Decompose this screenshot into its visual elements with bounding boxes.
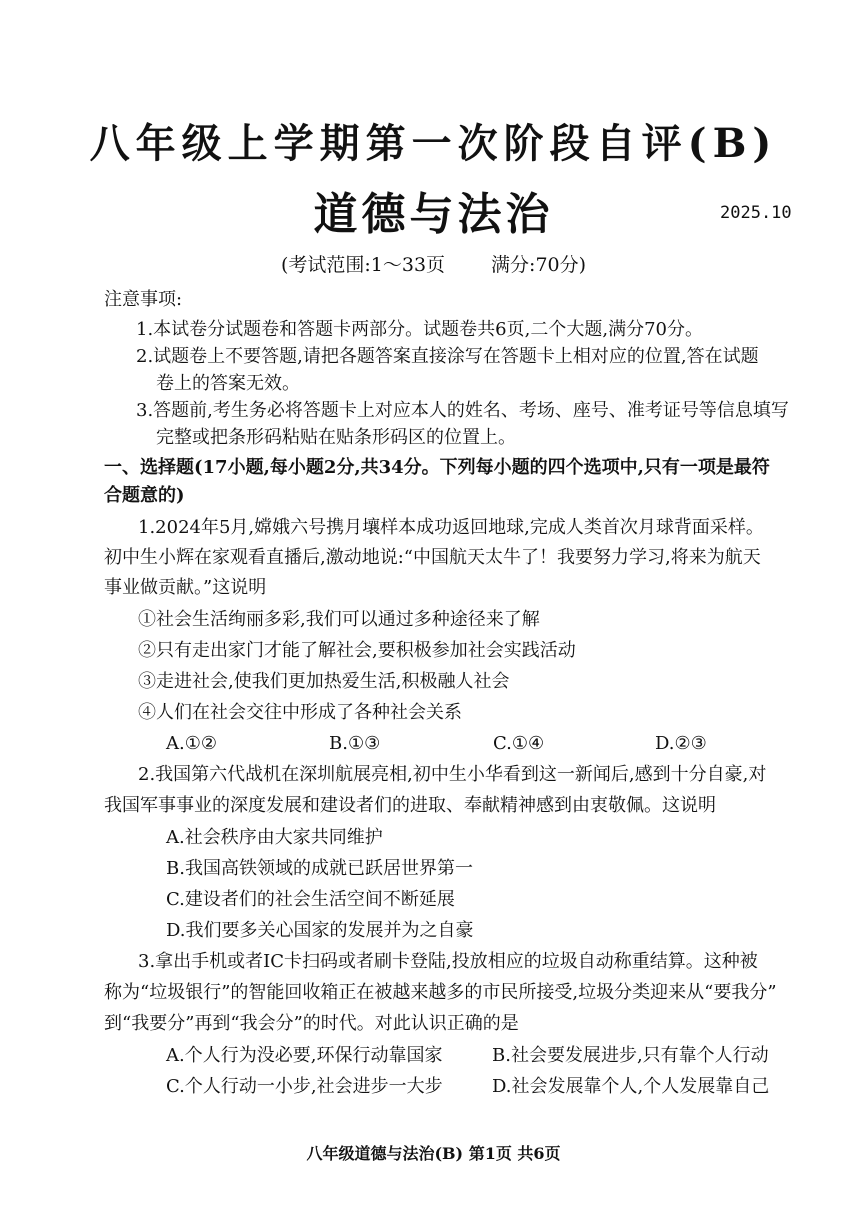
question-3-option-a: A.个人行为没必要,环保行动靠国家 <box>166 1045 443 1066</box>
note-item: 1.本试卷分试题卷和答题卡两部分。试题卷共6页,二个大题,满分70分。 <box>136 319 703 340</box>
question-3-option-b: B.社会要发展进步,只有靠个人行动 <box>492 1045 769 1066</box>
question-1-option-b: B.①③ <box>329 733 381 754</box>
section-heading-cont: 合题意的) <box>104 485 185 506</box>
exam-scope <box>0 250 867 277</box>
question-1-statement: ②只有走出家门才能了解社会,要积极参加社会实践活动 <box>138 640 576 661</box>
note-item: 2.试题卷上不要答题,请把各题答案直接涂写在答题卡上相对应的位置,答在试题 <box>136 346 759 367</box>
page-footer: 八年级道德与法治(B) 第1页 共6页 <box>306 1144 561 1163</box>
question-1-text: 1.2024年5月,嫦娥六号携月壤样本成功返回地球,完成人类首次月球背面采样。 <box>138 517 764 538</box>
question-2-option-b: B.我国高铁领域的成就已跃居世界第一 <box>166 858 473 879</box>
question-1-option-d: D.②③ <box>655 733 707 754</box>
question-2-option-a: A.社会秩序由大家共同维护 <box>166 827 383 848</box>
question-2-option-c: C.建设者们的社会生活空间不断延展 <box>166 889 455 910</box>
question-1-option-c: C.①④ <box>493 733 545 754</box>
full-score: 满分:70分) <box>491 254 587 276</box>
question-1-text: 初中生小辉在家观看直播后,激动地说:“中国航天太牛了！我要努力学习,将来为航天 <box>104 547 761 568</box>
scope-range: (考试范围:1～33页 <box>280 254 446 276</box>
question-1-statement: ④人们在社会交往中形成了各种社会关系 <box>138 702 462 723</box>
question-1-statement: ③走进社会,使我们更加热爱生活,积极融人社会 <box>138 671 510 692</box>
exam-date: 2025.10 <box>720 203 792 223</box>
question-1-statement: ①社会生活绚丽多彩,我们可以通过多种途径来了解 <box>138 609 540 630</box>
question-3-option-d: D.社会发展靠个人,个人发展靠自己 <box>492 1076 770 1097</box>
question-2-text: 2.我国第六代战机在深圳航展亮相,初中生小华看到这一新闻后,感到十分自豪,对 <box>138 764 767 785</box>
question-1-option-a: A.①② <box>166 733 217 754</box>
question-3-text: 称为“垃圾银行”的智能回收箱正在被越来越多的市民所接受,垃圾分类迎来从“要我分” <box>104 982 777 1003</box>
exam-title: 八年级上学期第一次阶段自评(B) <box>89 120 778 167</box>
question-2-option-d: D.我们要多关心国家的发展并为之自豪 <box>166 920 474 941</box>
section-heading: 一、选择题(17小题,每小题2分,共34分。下列每小题的四个选项中,只有一项是最符 <box>104 457 770 478</box>
subject-title: 道德与法治 <box>313 189 554 240</box>
question-2-text: 我国军事事业的深度发展和建设者们的进取、奉献精神感到由衷敬佩。这说明 <box>104 795 716 816</box>
question-3-text: 3.拿出手机或者IC卡扫码或者刷卡登陆,投放相应的垃圾自动称重结算。这种被 <box>138 951 758 972</box>
note-item: 卷上的答案无效。 <box>156 373 300 394</box>
notes-heading: 注意事项: <box>104 289 183 310</box>
question-3-option-c: C.个人行动一小步,社会进步一大步 <box>166 1076 443 1097</box>
question-3-text: 到“我要分”再到“我会分”的时代。对此认识正确的是 <box>104 1013 519 1034</box>
note-item: 完整或把条形码粘贴在贴条形码区的位置上。 <box>156 427 516 448</box>
note-item: 3.答题前,考生务必将答题卡上对应本人的姓名、考场、座号、准考证号等信息填写 <box>136 400 789 421</box>
question-1-text: 事业做贡献。”这说明 <box>104 577 267 598</box>
